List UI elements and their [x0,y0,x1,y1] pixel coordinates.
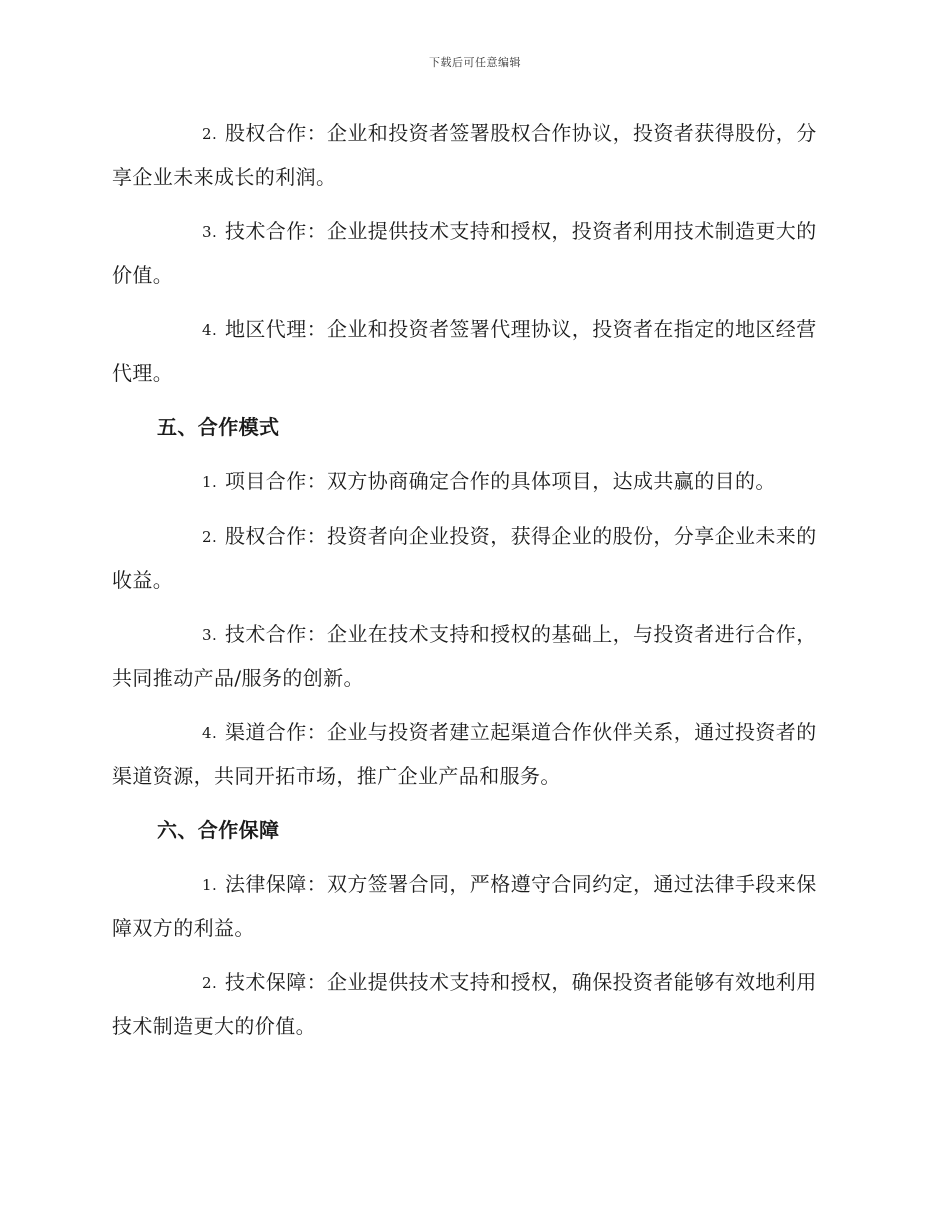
item-number: 1. [202,876,218,894]
list-item [112,863,836,950]
list-item [112,711,836,798]
item-number: 1. [202,473,218,491]
item-text: 股权合作：企业和投资者签署股权合作协议，投资者获得股份，分享企业未来成长的利润。 [112,121,817,189]
item-number: 3. [202,223,218,241]
section-heading-cooperation-guarantee: 六、合作保障 [157,818,280,842]
item-text: 法律保障：双方签署合同，严格遵守合同约定，通过法律手段来保障双方的利益。 [112,872,817,940]
item-number: 4. [202,321,218,339]
item-text: 技术合作：企业提供技术支持和授权，投资者利用技术制造更大的价值。 [112,219,817,287]
list-item [112,613,836,700]
item-text: 技术保障：企业提供技术支持和授权，确保投资者能够有效地利用技术制造更大的价值。 [112,970,817,1038]
list-item [112,308,836,395]
list-item [112,515,836,602]
item-text: 项目合作：双方协商确定合作的具体项目，达成共赢的目的。 [225,469,776,493]
item-number: 2. [202,125,218,143]
item-text: 技术合作：企业在技术支持和授权的基础上，与投资者进行合作，共同推动产品/服务的创新。 [112,622,817,690]
item-number: 2. [202,528,218,546]
item-number: 4. [202,724,218,742]
item-text: 地区代理：企业和投资者签署代理协议，投资者在指定的地区经营代理。 [112,317,817,385]
item-number: 2. [202,974,218,992]
list-item [112,961,836,1048]
item-number: 3. [202,626,218,644]
document-body [112,112,836,1059]
item-text: 渠道合作：企业与投资者建立起渠道合作伙伴关系，通过投资者的渠道资源，共同开拓市场，推广企业产品和服务。 [112,720,817,788]
list-item [112,210,836,297]
item-text: 股权合作：投资者向企业投资，获得企业的股份，分享企业未来的收益。 [112,524,817,592]
list-item [112,460,836,504]
page-header-note: 下载后可任意编辑 [429,56,521,69]
list-item [112,112,836,199]
section-heading-cooperation-mode: 五、合作模式 [157,415,280,439]
